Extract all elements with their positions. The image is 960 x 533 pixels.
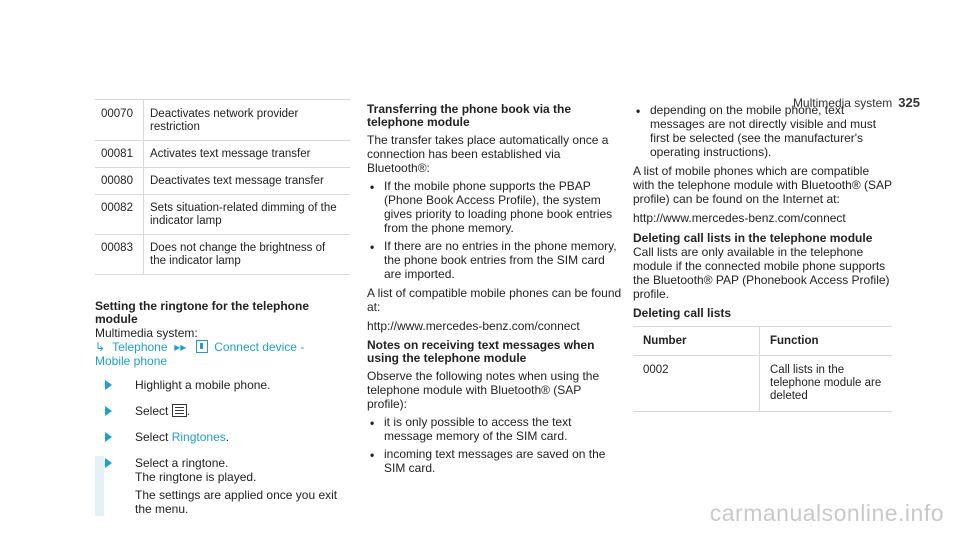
path-arrow-icon: ↳ <box>95 340 106 354</box>
description-cell: Activates text message transfer <box>144 141 351 168</box>
notes-intro: Observe the following notes when using the telephone module with Bluetooth® (SAP profile): <box>367 369 600 411</box>
menu-icon <box>172 404 187 417</box>
list-item: • it is only possible to access the text message memory of the SIM card. <box>370 415 572 443</box>
call-lists-table <box>633 326 892 412</box>
step-2: Select . <box>95 404 350 418</box>
number-header: Number <box>633 327 760 356</box>
step-3: Select Ringtones. <box>95 430 350 444</box>
column-3 <box>633 103 893 412</box>
path-chevron-icon: ▸▸ <box>170 340 190 354</box>
list-item: • depending on the mobile phone, text messages are not directly visible and must first be selected (see the manufacturer's operating instructions). <box>636 103 877 159</box>
code-cell: 00081 <box>95 141 144 168</box>
path-intro: Multimedia system: <box>95 326 198 340</box>
ringtone-heading: Setting the ringtone for the telephone module <box>95 299 309 326</box>
page-number: 325 <box>898 95 920 110</box>
column-2 <box>367 103 622 475</box>
path-connect: Connect device - <box>214 340 305 354</box>
description-cell: Does not change the brightness of the indicator lamp <box>144 235 351 275</box>
connect-url[interactable]: http://www.mercedes-benz.com/connect <box>367 319 580 333</box>
number-cell: 0002 <box>633 356 760 412</box>
watermark: carmanualsonline.info <box>709 500 944 526</box>
codes-table <box>95 99 350 275</box>
code-cell: 00083 <box>95 235 144 275</box>
table-header-row <box>633 327 892 356</box>
list-item: • If there are no entries in the phone memory, the phone book entries from the SIM card are imported. <box>370 239 617 281</box>
compatible-list-text: A list of compatible mobile phones can be found at: <box>367 286 622 314</box>
table-row <box>95 141 350 168</box>
connect-url[interactable]: http://www.mercedes-benz.com/connect <box>633 211 846 225</box>
call-lists-table-title: Deleting call lists <box>633 306 732 320</box>
description-cell: Deactivates text message transfer <box>144 168 351 195</box>
delete-text: Call lists are only available in the telephone module if the connected mobile phone supports the Bluetooth® PAP (Phonebook Access Profile) profile. <box>633 245 890 301</box>
table-row <box>95 195 350 235</box>
code-cell: 00080 <box>95 168 144 195</box>
compatible-list-text: A list of mobile phones which are compatible with the telephone module with Bluetooth® (SAP profile) can be found on the Internet at: <box>633 164 892 206</box>
transfer-intro: The transfer takes place automatically once a connection has been established via Bluetooth®: <box>367 133 609 175</box>
step-arrow-icon <box>105 432 112 442</box>
ringtone-section <box>95 300 350 516</box>
description-cell: Sets situation-related dimming of the indicator lamp <box>144 195 351 235</box>
notes-heading: Notes on receiving text messages when using the telephone module <box>367 338 595 365</box>
code-cell: 00070 <box>95 100 144 141</box>
table-row <box>95 235 350 275</box>
step-bar <box>95 456 104 516</box>
ringtones-link: Ringtones <box>171 430 226 444</box>
step-4: Select a ringtone. The ringtone is played. The settings are applied once you exit the menu. <box>95 456 350 516</box>
phone-device-icon <box>196 340 208 353</box>
path-telephone: Telephone <box>112 340 168 354</box>
function-header: Function <box>760 327 893 356</box>
menu-path <box>95 340 350 368</box>
step-arrow-icon <box>105 406 112 416</box>
table-row <box>95 100 350 141</box>
transfer-heading: Transferring the phone book via the telephone module <box>367 102 572 129</box>
column-1 <box>95 99 350 516</box>
step-arrow-icon <box>105 458 112 468</box>
path-mobile: Mobile phone <box>95 354 168 368</box>
section-title: Multimedia system <box>792 96 893 110</box>
steps <box>95 378 350 516</box>
step-arrow-icon <box>105 380 112 390</box>
list-item: • incoming text messages are saved on the SIM card. <box>370 447 606 475</box>
list-item: • If the mobile phone supports the PBAP (Phone Book Access Profile), the system gives priority to loading phone book entries from the phone memory. <box>370 179 613 235</box>
delete-heading: Deleting call lists in the telephone module <box>633 231 873 245</box>
step-1: Highlight a mobile phone. <box>95 378 350 392</box>
table-row <box>633 356 892 412</box>
table-row <box>95 168 350 195</box>
description-cell: Deactivates network provider restriction <box>144 100 351 141</box>
function-cell: Call lists in the telephone module are deleted <box>760 356 893 412</box>
code-cell: 00082 <box>95 195 144 235</box>
